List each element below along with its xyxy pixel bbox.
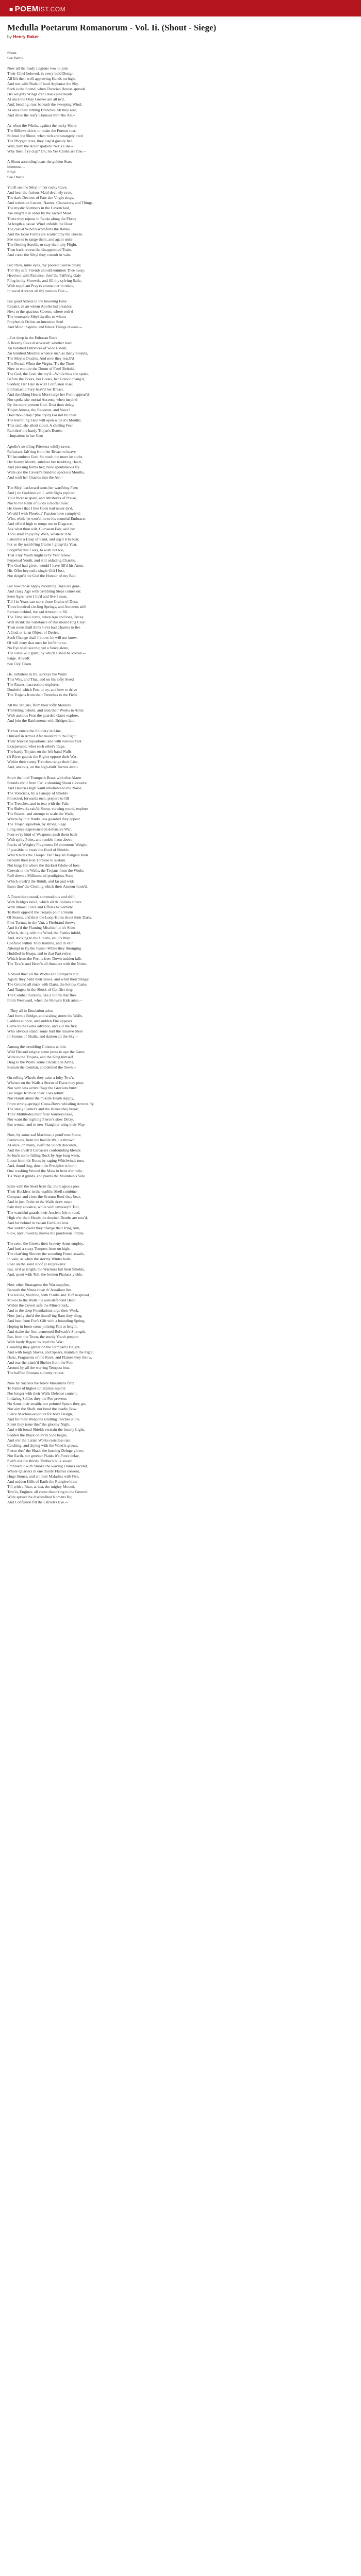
author-link[interactable]: Henry Baker: [13, 34, 39, 39]
poem-title: Medulla Poetarum Romanorum - Vol. Ii. (Shout - Siege): [7, 23, 217, 32]
poem-body: Shout. See Battle. Now all the ready Legions vow to join Their Chief beloved, in every bold Design: All lift their well-approving Hands on high, And test with Peals of loud Applause the Sky. Such is the Sound, when Thracian Boreas spreads His weighty Wings o'er Ossa's pine heads: At once the Ossy Groves are all to'd, And, bending, roar beneath the sweeping Wind; At once their rattling Branches All they rear, And drive the leafy Clamour thro' the Air.-- As when the Winds, against the rocky Shore The Billows drive, or make the Forests roar, So loud the Shout, when rich and strangely bred The Phryger cries, they clap'd greatly bed, Well, hath the Actor spoken? Nor a Line-- Why then if ye clap? Oh, So Yes Cloths are fine.-- A Shout ascending beats the golden Stars immense.-- Sibyl. See Oracle. You'll see the Sibyl in her rocky Cave, And hear the furious Maid devinely rave. The dark Decrees of Fate she Virgin sings, And writes on Leaves, Names, Characters, and Things. The mystic Numbers in the Cavern laid, Are rang'd it in order by the sacred Maid. There they repose in Ranks along the Floor; At length a casual Wind unfolds the Door: The casual Wind discomforts the Ranks, And the loose Forms are scatter'd by the Breeze. She scorns to range them, and again unite The fleeting Scrolls, or stay their airy Flight. Then back retreat the disappointed Train, And curse the Sibyl they consult in vain. But Thou, mine eyes, thy poured Course delay; Tho' thy safe Friends should summon Thee away. Heed not with Patience, thro' the Fall'ring Gale Fling in thy Shrowds, and fill thy sylving Sails: With suppliant Pray'rs entreat her to relate, In vocal Accents all thy various Fate.-- But good Aineas to the towering Fane Repairs, in air whom Apollo hid presides: Next to the spacious Cavern, where retir'd The venerable Sibyl dwells; to whom Prophetick Delius an intensive Soul And Mind inspires, and future Things reveals.-- --Cut deep in the Eubosan Rock A Roomy Cave discovered: whether lead An hundred Entrances of wide Extent, An hundred Mouths: whence rush as many Sounds, The Sibyl's Oracles. And now they reach'd The Portal: When the Virgin, 'Tis the Time Now to enquire the Doom of Fate! Behold, The God, the God, she cry'd.--While thus she spoke, Before the Doors, her Looks, her Colour chang'd, Sudden; Her Hair in wild Confusion rose; Enthusiastic Fury heav'd her Breast, And throbbing Heart: More large her Form appear'd: Nor spoke she mortal Accents: when inspir'd By the more present God. Dost thou delay, Trojan Aineas, thy Requests, and Vows? Dost thou delay? (the cry'd) For not till then The trembling Fane will open wide it's Mouths. This said, she silent stood. A chilling Fear Ran thro' the hardy Trojan's Bones;-- --Impatient in her Grot Apollo's swelling Priestess wildly raves; Reluctant, lab'ring from her Breast to heave Th' incumbent God: So much the more he curbs Her foamy Mouth, subdues her troubling Heart, And pressing forms her; Now spontaneous fly Wide ope the Cavern's hundred spacious Mouths, And waft her Oracles into the Air.-- The Sibyl backward turns her ward'ring Feet; And ( no Goddess am I, with Sighs replies: Your Incense spare, and Attributes of Praise, Nor to the Rank of Gods a mortal raise. He knows that I like Gods had never dy'd, Would I with Phoebus' Passion have comply'd: Who, while he woo'd me to his scornful Embrace, And offer'd high to tempt me to Disgrace, Ask what thou wilt, Cumaean Fair, said he: Thou shalt enjoy thy Wish, whate'er it be. I snatch'd a Heap of Sand, and urg'd it to bear, For as thy numb'ring Grains I grasp'd a Year, Forgetful that I was, to wish not too, That I my Youth might ev'ry Year renew! Perpetual Youth, and still unfading Charms, The God had given, would I have fill'd his Arms. His Offer beyond a single Gift I lost, Nor deign'd the God the Honour of my Bed. But now those happy blooming Days are gone, And crazy Age with trembling Steps comes on: Seen Ages have I liv'd and live I must, Till I in Years can store those Grains of Dust; Three hundred circling Springs, and Autumns still Remain behind, the sad Amount to fill. The Time shall come, when Age and long Decay Will shrink the Substance of this mould'ring Clay: Then none shall think I e'er had Charms to fire A God, or ia an Object of Desire. Such Change shall I know; he will not know, Of will deny that once he lov'd me so. No Eye shall see me; yet a Voice alone, The Fates will grant, by which I shall be known.-- Saige. Aovedt. See City Taken. He, turbulent in Ire, surveys the Walls This Way, and That, and on his lofty Steed The Passes inaccessible explores: Doubtful which Post to try, and how to drive The Trojans from their Trenches to the Field. All the Trojans, from their lofty Mounds Trembling behold, and man their Works in Arms: With anxious Fear the guarded Gates explore, And join the Battlements with Bridges laid. Turnus enters the Soldiery in Line, Himself in Armor Afar mustard to the Fight: Their bravest Squadrons: and with various Talk Exasperated, whet each other's Rage. The hardy Trojans on the left-hand Walls (A River guards the Right) oppose their War: Within their sunny Trenches range their Line, And, anxious, on the high-built Turrets await. Strait the loud Trumpet's Brass with dire Alarm Sounds shrill from Far: a shouting Shout succeeds: And Heav'n's high Vault rebellows to the Noise. The Volscians, by a Canopy of Shields Protected, forwards rush, prepare to fill The Trenches, and to tear with the Pale. The Bulwarks rais'd: Some, viewing round, explore The Passes: and attempt to scale the Walls, Where by thin Ranks less guarded they appear. The Trojan squadron, by strong Siege Long since experienc'd in defensive War, Pour ev'ry kind of Weapons: push them back With spiky Poles, and tumble from above Rocks of Weighty Fragments Of enormous Weight; If possible to break the Roof of Shields Which hides the Troops: Yet They all Dangers shun Beneath their iron Tortoise to sustain. Not long; for where the thickest Globe of foes Crowds to the Walls, the Trojans from the Works Roll down a Millstone of prodigious Size; Which crush'd the Rutuli, and far and wide Burst thro' the Clorling which their Armour form'd. A Town there stood, commodious and shift With Bridges rais'd, which all th' Italians strove With utmost Force and Efforts to o'erturn: To them oppos'd the Trojans pour a Storm Of Stones, and thro' the Loop-Holes shoot their Darts. First Turnus, in the Van, a Firebrand threw; And fix'd the Flaming Mischief to it's Side: Which, rising with the Wind, the Planks infold, And, sticking to the Lintels, eat it's Way. Confus'd within They tremble, and in vain Attempt to fly the Ruin:--While they thronging Huddled in Heaps, and to that Part retire, Which from the Pest is free: Down sudden falls The Tow'r: and Heav'n all thunders with the Noise. A Shout thro' all the Works and Ramparts run Again: they bend their Bows, and whirl their Slings: The Ground all stuck with Darts, the hollow Casks And Targets in the Shock of Conflict ring: The Combat thickens, like a Storm that flies From Westward, when the Showr's Kids arise.-- --They all in Emulation arise, And form a Bridge, and scaling storm the Walls. Ladders at once, and sudden Fire appears Come to the Gates advance, and kill the first Who obvious stand: some hurl the missive Steel In Storms of Shafts, and darken all the Sky:-- Among the trembling Citizens within Wild Discord reigns: some press to ope the Gates Wide to the Trojans, and the King himself Drag to the Walls: some circulate in Arms, Sustain the Combat, and defend the Town.-- On rolling Wheels they raise a lofty Tow'r, Whence on the Walls a Storm of Darts they pour. Nor with less active Rage the Grecians burn: But larger Rum on their Foes return: Nor Hands alone the missile Death supply, From strong-spring'd Cross-Bows whistling Arrows fly. The steely Cornel's and the Bones they break; Thro' Multitudes their fatal Journeys take, Nor want the ing'ning Pierce's slow Delay, But wound, and in new Slaughter wing their Way. Now, by some sad Machine, a pond'rous Stone, Pernicious, from the hostile Wall is thrown: At once, on many, swift the Shock descends, And the crush'd Carcasses confounding blends: So hurls some falling Rock by Age long worn, Loose from it's Roots by raging Whirlwinds torn, And, thund'ring, down the Precipice is born: One crashing Wound the Mass in bent o'er rolls; Tis 'Way it grinds, and plants the Mountain's Side. Spite with the Steel from far, the Legions pres Their Bucklers in the warlike Shell combine: Compact and close the Scutum Roof they bear, And in just Order to the Walls draw near: Safe they advance, while with unweary'd Toil, The watchful guards their Ancient Isle to rend. High o'er their Heads the destin'd Deaths are toss'd, And far behind in vacant Earth are lost. Nor sudden could they change their Iring Aim, Slow, and unwieldy moves the ponderous Frame. The seen, the Greeks their brawny Arms employ, And hurl a crazy Tempest from on high: The clatt'ring Shower the sounding Fence assails, In vain, as when the stormy Winter hails, Roar on the solid Roof at all prevails: But, tir'd at length, the Warriors fall their Shields, And, spent with Toil, the broken Phalanx yields. Now other Stratagems the War supplies, Beneath the Vinea close th' Assailant lies: The toiling Machine, with Planks and Turf bespread, Moves to the Walls it's well-defended Head: Within the Covert safe the Miners lurk, And to the deep Foundations urge their Work. Now justly aim'd the thund'ring Ram they sling, And beat from Foe's Gift with a bounding Spring; Hoping in loose some jointing Part at length, And shake the firm-cemented Bulwark's Strength. But, from the Town, the sturdy Youth prepare With hardy Rigour to repel the War: Crouding they gather on the Rampart's Height, And with tough Staves, and Spears, maintain the Fight: Darts, Fragments of the Rock, and Flames they throw, And tear the plank'd Shelter from the Foe: Around by all the warring Tempest beat, The baffled Romans sullenly retreat. Now by Success the brave Massilians fir'd, To Fame of higher Enterprize aspir'd: Nor longer with their Walls Defence content, In daring Sallies they the Foe prevent: No Arms their stealth, nor pointed Spears they go, Nor aim the Shaft, nor bend the deadly Bow: Fierce Machine-sulphurs for bold Design, And for their Weapons kindling Torches shine. Silent they issue thro' the gloomy Night, And with broad Shields restrain the beamy Light, Sudden the Blaze on ev'ry Side began, And o'er the Latian Works resistless ran: Catching, and drying with the Wind it grows, Fierce thro' the Shade the burning Deluge glows: Nor Earth, nor greener Planks it's Force delay, Swift o'er the thirsty Timber's bulk away: Embrued it with Smoke the waving Flames ascend, Whole Quarters in one thirsty Flames consent, Huge Stones, and all their Maladies with Fire, And sudden Hills of Earth the Rampire hide; Till with a Roar, at last, the mighty Mound, Tow'rs, Engines, all come thund'ring to the Ground: Wide spread the discomfited Romans fly; And Confusion fill the Citizen's Eye.--: [7, 50, 95, 1505]
byline-prefix: by: [7, 34, 12, 39]
site-logo[interactable]: ■ POEMIST.COM: [9, 5, 66, 13]
site-header: [0, 0, 361, 16]
poem-container: [7, 16, 255, 1505]
poem-byline: [7, 33, 255, 40]
book-icon: ■: [9, 6, 13, 13]
